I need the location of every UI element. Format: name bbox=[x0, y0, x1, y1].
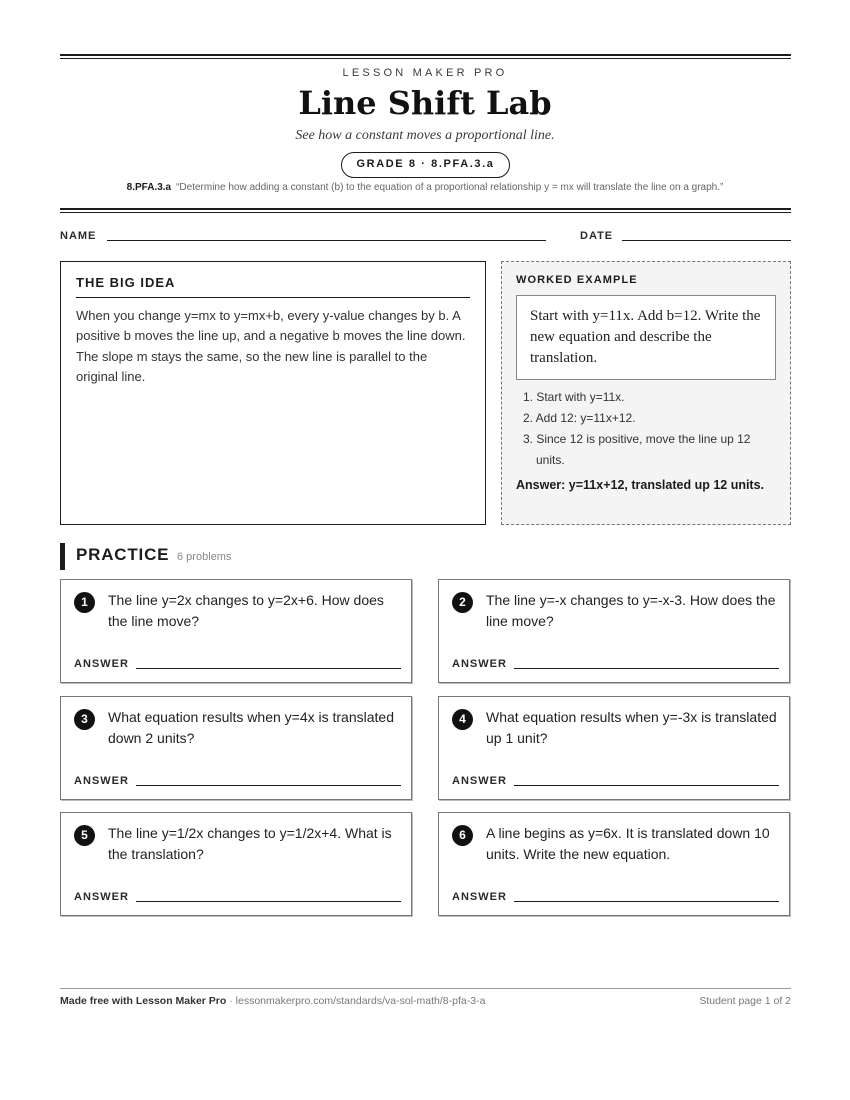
big-idea-heading: THE BIG IDEA bbox=[76, 275, 470, 298]
answer-label: ANSWER bbox=[74, 891, 129, 903]
practice-count: 6 problems bbox=[177, 551, 232, 563]
answer-label: ANSWER bbox=[452, 891, 507, 903]
worked-example-step: 2. Add 12: y=11x+12. bbox=[523, 411, 636, 425]
problem-number-badge: 2 bbox=[452, 592, 473, 613]
problem-question: The line y=-x changes to y=-x-3. How does the line move? bbox=[486, 592, 776, 629]
answer-label: ANSWER bbox=[74, 775, 129, 787]
footer-url: · lessonmakerpro.com/standards/va-sol-math/8-pfa-3-a bbox=[226, 995, 486, 1007]
answer-field[interactable] bbox=[136, 901, 401, 902]
practice-heading: PRACTICE bbox=[76, 545, 170, 564]
worked-example-answer: Answer: y=11x+12, translated up 12 units. bbox=[516, 478, 765, 492]
practice-problem-card bbox=[60, 696, 412, 800]
practice-problem-card bbox=[438, 696, 790, 800]
answer-field[interactable] bbox=[514, 785, 779, 786]
footer-page-number: Student page 1 of 2 bbox=[699, 995, 791, 1007]
problem-question: What equation results when y=-3x is translated up 1 unit? bbox=[486, 709, 777, 746]
worked-example-step: 1. Start with y=11x. bbox=[523, 390, 625, 404]
answer-label: ANSWER bbox=[452, 658, 507, 670]
footer-made-with: Made free with Lesson Maker Pro bbox=[60, 995, 227, 1007]
footer-credit bbox=[60, 995, 485, 1007]
date-field[interactable] bbox=[622, 240, 791, 241]
page-subtitle: See how a constant moves a proportional line. bbox=[295, 128, 555, 143]
worked-example-steps bbox=[516, 387, 776, 471]
brand-name: LESSON MAKER PRO bbox=[342, 67, 508, 79]
practice-problem-card bbox=[60, 812, 412, 916]
practice-accent-bar bbox=[60, 543, 65, 570]
worked-example-box bbox=[501, 261, 791, 525]
big-idea-box bbox=[60, 261, 486, 525]
problem-question: What equation results when y=4x is translated down 2 units? bbox=[108, 709, 394, 746]
answer-field[interactable] bbox=[514, 901, 779, 902]
header-top-rule bbox=[60, 54, 791, 59]
practice-problem-card bbox=[438, 812, 790, 916]
problem-number-badge: 6 bbox=[452, 825, 473, 846]
header-bottom-rule bbox=[60, 208, 791, 213]
answer-field[interactable] bbox=[136, 785, 401, 786]
problem-question: A line begins as y=6x. It is translated down 10 units. Write the new equation. bbox=[486, 825, 770, 862]
answer-field[interactable] bbox=[136, 668, 401, 669]
date-label: DATE bbox=[580, 230, 614, 242]
problem-number-badge: 4 bbox=[452, 709, 473, 730]
standard-text: “Determine how adding a constant (b) to the equation of a proportional relationship y = mx will translate the line on a graph.” bbox=[176, 182, 724, 193]
practice-problem-card bbox=[438, 579, 790, 683]
problem-question: The line y=2x changes to y=2x+6. How does the line move? bbox=[108, 592, 384, 629]
worked-example-step: 3. Since 12 is positive, move the line up 12 units. bbox=[523, 432, 751, 467]
practice-problem-card bbox=[60, 579, 412, 683]
standard-statement bbox=[0, 182, 850, 193]
page-title: Line Shift Lab bbox=[298, 84, 552, 122]
worked-example-heading: WORKED EXAMPLE bbox=[516, 274, 638, 286]
problem-question: The line y=1/2x changes to y=1/2x+4. What is the translation? bbox=[108, 825, 392, 862]
problem-number-badge: 5 bbox=[74, 825, 95, 846]
footer-rule bbox=[60, 988, 791, 989]
problem-number-badge: 1 bbox=[74, 592, 95, 613]
problem-number-badge: 3 bbox=[74, 709, 95, 730]
answer-label: ANSWER bbox=[74, 658, 129, 670]
big-idea-text: When you change y=mx to y=mx+b, every y-value changes by b. A positive b moves the line up, and a negative b moves the line down. The slope m stays the same, so the new line is parallel to the original line. bbox=[76, 308, 466, 384]
answer-label: ANSWER bbox=[452, 775, 507, 787]
worked-example-problem: Start with y=11x. Add b=12. Write the new equation and describe the translation. bbox=[516, 295, 776, 380]
answer-field[interactable] bbox=[514, 668, 779, 669]
standard-code: 8.PFA.3.a bbox=[126, 182, 172, 193]
name-field[interactable] bbox=[107, 240, 546, 241]
grade-badge: GRADE 8 · 8.PFA.3.a bbox=[341, 152, 510, 178]
name-label: NAME bbox=[60, 230, 97, 242]
